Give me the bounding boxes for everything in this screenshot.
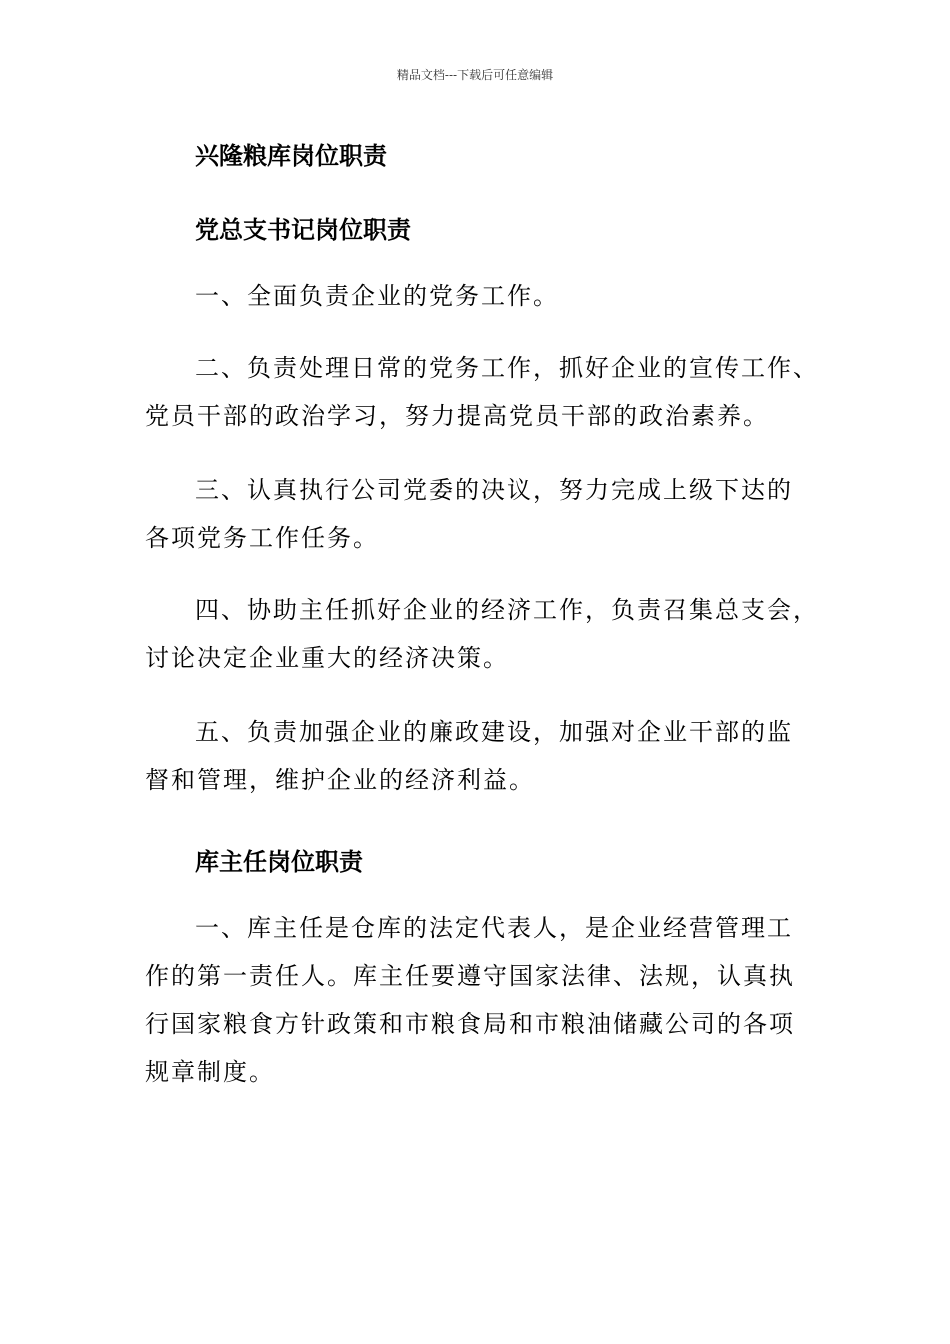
paragraph-line: 作的第一责任人。库主任要遵守国家法律、法规，认真执 <box>145 962 795 990</box>
section-heading-party-secretary: 党总支书记岗位职责 <box>195 216 411 244</box>
document-title: 兴隆粮库岗位职责 <box>195 142 387 170</box>
paragraph-line: 行国家粮食方针政策和市粮食局和市粮油储藏公司的各项 <box>145 1010 795 1038</box>
paragraph-line: 规章制度。 <box>145 1058 275 1086</box>
paragraph-6 <box>145 904 795 1096</box>
paragraph-line: 各项党务工作任务。 <box>145 524 379 552</box>
paragraph-line: 一、库主任是仓库的法定代表人，是企业经营管理工 <box>195 914 793 942</box>
paragraph-3 <box>145 466 795 562</box>
page-header: 精品文档---下载后可任意编辑 <box>396 68 554 82</box>
paragraph-5 <box>145 708 795 804</box>
paragraph-2 <box>145 344 819 440</box>
paragraph-1 <box>145 272 795 320</box>
paragraph-line: 四、协助主任抓好企业的经济工作，负责召集总支会， <box>195 596 819 624</box>
paragraph-4 <box>145 586 819 682</box>
paragraph-line: 督和管理，维护企业的经济利益。 <box>145 766 535 794</box>
paragraph-line: 三、认真执行公司党委的决议，努力完成上级下达的 <box>195 476 793 504</box>
section-heading-director: 库主任岗位职责 <box>195 848 363 876</box>
paragraph-line: 一、全面负责企业的党务工作。 <box>195 282 559 310</box>
paragraph-line: 党员干部的政治学习，努力提高党员干部的政治素养。 <box>145 402 769 430</box>
paragraph-line: 二、负责处理日常的党务工作，抓好企业的宣传工作、 <box>195 354 819 382</box>
paragraph-line: 讨论决定企业重大的经济决策。 <box>145 644 509 672</box>
paragraph-line: 五、负责加强企业的廉政建设，加强对企业干部的监 <box>195 718 793 746</box>
